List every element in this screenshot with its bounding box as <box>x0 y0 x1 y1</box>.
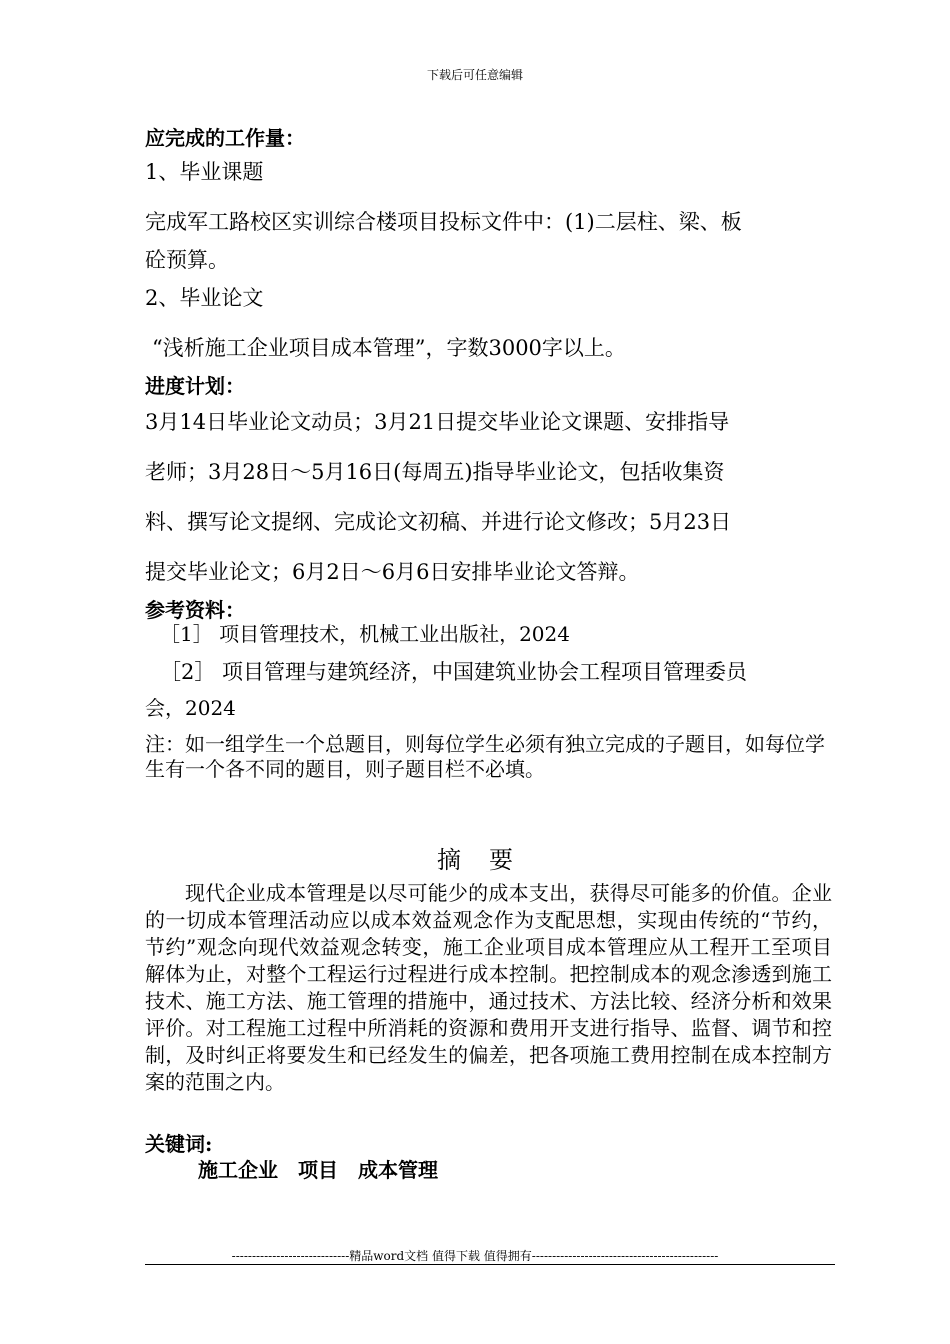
workload-item1-line2: 砼预算。 <box>145 248 229 272</box>
workload-item1-line1: 完成军工路校区实训综合楼项目投标文件中：(1)二层柱、梁、板 <box>145 210 742 234</box>
schedule-line: 老师；3月28日～5月16日(每周五)指导毕业论文，包括收集资 <box>145 460 725 484</box>
workload-item1-title: 1、毕业课题 <box>145 160 264 184</box>
workload-item2-body: “浅析施工企业项目成本管理”，字数3000字以上。 <box>152 336 626 360</box>
reference-item-1: ［1］ 项目管理技术，机械工业出版社，2024 <box>160 622 570 646</box>
keywords-heading: 关键词: <box>145 1132 213 1156</box>
schedule-heading: 进度计划： <box>145 374 245 398</box>
page-header: 下载后可任意编辑 <box>426 68 523 82</box>
keywords-terms: 施工企业 项目 成本管理 <box>198 1158 438 1182</box>
references-heading: 参考资料： <box>145 598 245 622</box>
workload-heading: 应完成的工作量： <box>145 126 305 150</box>
page-footer: -----------------------------精品word文档 值得下载 值得拥有---------------------------------------------- <box>231 1249 719 1263</box>
note-text: 注：如一组学生一个总题目，则每位学生必须有独立完成的子题目，如每位学生有一个各不同的题目，则子题目栏不必填。 <box>145 732 825 781</box>
reference-item-2-line1: ［2］ 项目管理与建筑经济，中国建筑业协会工程项目管理委员 <box>160 660 748 684</box>
abstract-title: 摘要 <box>437 846 541 874</box>
reference-item-2-line2: 会，2024 <box>145 696 236 720</box>
schedule-line: 提交毕业论文；6月2日～6月6日安排毕业论文答辩。 <box>145 560 640 584</box>
footer-rule <box>145 1264 835 1265</box>
schedule-line: 料、撰写论文提纲、完成论文初稿、并进行论文修改；5月23日 <box>145 510 732 534</box>
schedule-line: 3月14日毕业论文动员；3月21日提交毕业论文课题、安排指导 <box>145 410 730 434</box>
abstract-body: 现代企业成本管理是以尽可能少的成本支出，获得尽可能多的价值。企业的一切成本管理活动应以成本效益观念作为支配思想，实现由传统的“节约，节约”观念向现代效益观念转变，施工企业项目成本管理应从工程开工至项目解体为止，对整个工程运行过程进行成本控制。把控制成本的观念渗透到施工技术、施工方法、施工管理的措施中，通过技术、方法比较、经济分析和效果评价。对工程施工过程中所消耗的资源和费用开支进行指导、监督、调节和控制，及时纠正将要发生和已经发生的偏差，把各项施工费用控制在成本控制方案的范围之内。 <box>145 881 832 1094</box>
workload-item2-title: 2、毕业论文 <box>145 286 264 310</box>
